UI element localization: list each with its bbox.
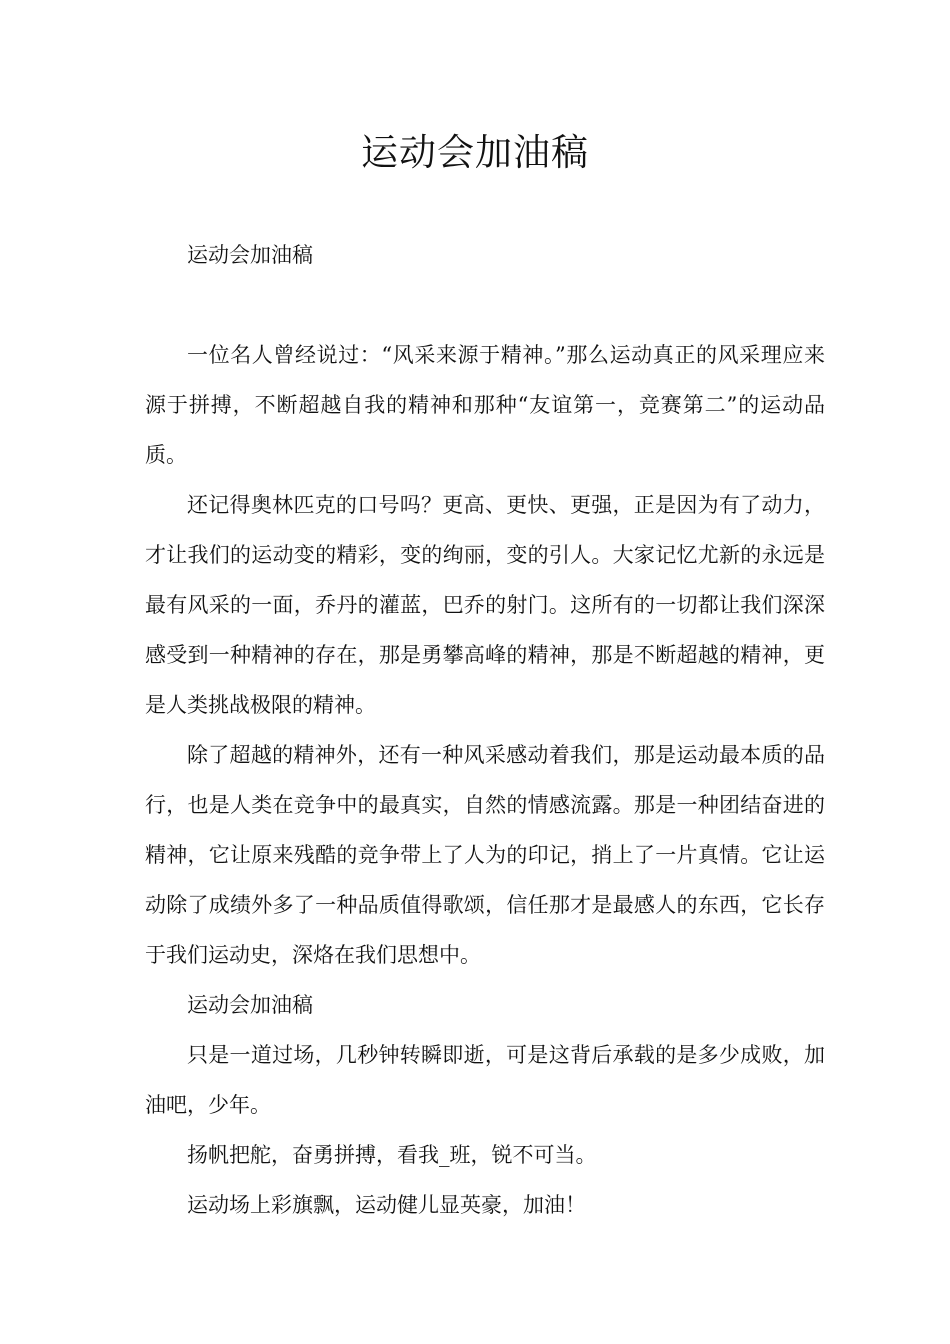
paragraph: 运动场上彩旗飘，运动健儿显英豪，加油！ — [187, 1193, 586, 1217]
paragraph-subtitle: 运动会加油稿 — [187, 243, 313, 267]
document-title: 运动会加油稿 — [361, 131, 589, 174]
paragraph: 只是一道过场，几秒钟转瞬即逝，可是这背后承载的是多少成败，加油吧，少年。 — [145, 1043, 825, 1117]
paragraph: 一位名人曾经说过：“风采来源于精神。”那么运动真正的风采理应来源于拼搏，不断超越自我的精神和那种“友谊第一，竞赛第二”的运动品质。 — [145, 343, 825, 467]
paragraph: 扬帆把舵，奋勇拼搏，看我_班，锐不可当。 — [187, 1143, 597, 1167]
paragraph-heading: 运动会加油稿 — [187, 993, 313, 1017]
paragraph: 除了超越的精神外，还有一种风采感动着我们，那是运动最本质的品行，也是人类在竞争中的最真实，自然的情感流露。那是一种团结奋进的精神，它让原来残酷的竞争带上了人为的印记，捎上了一片真情。它让运动除了成绩外多了一种品质值得歌颂，信任那才是最感人的东西，它长存于我们运动史，深烙在我们思想中。 — [145, 743, 825, 967]
document-body — [145, 230, 825, 1230]
paragraph: 还记得奥林匹克的口号吗？更高、更快、更强，正是因为有了动力，才让我们的运动变的精彩，变的绚丽，变的引人。大家记忆尤新的永远是最有风采的一面，乔丹的灌蓝，巴乔的射门。这所有的一切都让我们深深感受到一种精神的存在，那是勇攀高峰的精神，那是不断超越的精神，更是人类挑战极限的精神。 — [145, 493, 825, 717]
